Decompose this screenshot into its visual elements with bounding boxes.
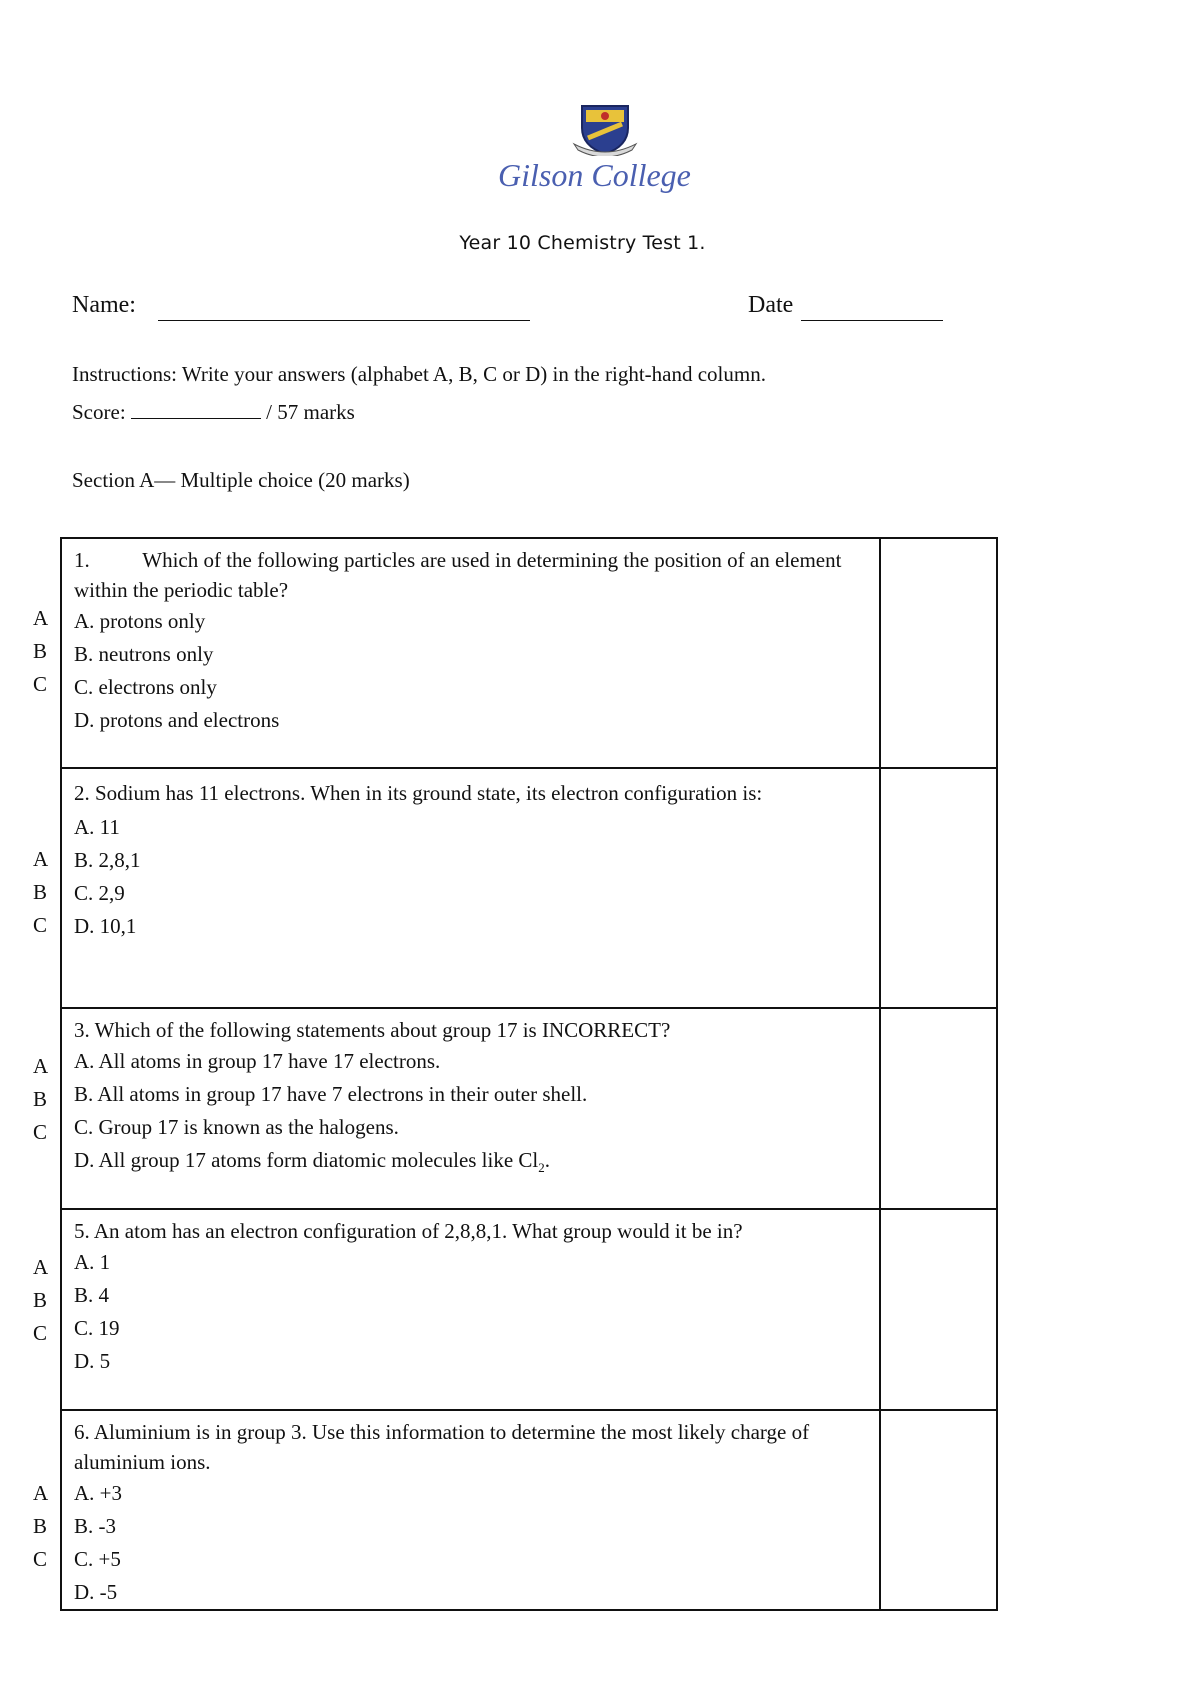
option-d: D. All group 17 atoms form diatomic molecules like $Cl_2$. — [74, 1148, 551, 1176]
name-field[interactable] — [158, 320, 530, 321]
side-letters: A B C — [33, 1255, 49, 1345]
crest-icon — [572, 100, 638, 156]
option-b: B. All atoms in group 17 have 7 electrons in their outer shell. — [74, 1082, 588, 1106]
option-b: B. neutrons only — [74, 642, 214, 666]
option-a: A. 1 — [74, 1250, 111, 1274]
college-logo — [496, 100, 726, 200]
table-row — [61, 538, 997, 768]
question-cell — [33, 538, 880, 768]
option-d: D. 5 — [74, 1349, 111, 1373]
option-d: D. protons and electrons — [74, 708, 280, 732]
score-label: Score: — [72, 400, 126, 424]
answer-cell[interactable] — [880, 1410, 997, 1610]
date-field[interactable] — [801, 320, 943, 321]
option-a: A. All atoms in group 17 have 17 electrons. — [74, 1049, 441, 1073]
page-title: Year 10 Chemistry Test 1. — [459, 232, 706, 254]
question-text: 6. Aluminium is in group 3. Use this information to determine the most likely charge of aluminium ions. — [74, 1420, 810, 1474]
question-text: 2. Sodium has 11 electrons. When in its ground state, its electron configuration is: — [74, 781, 763, 805]
score-total: / 57 marks — [266, 400, 355, 424]
date-label: Date — [748, 292, 794, 318]
option-d: D. -5 — [74, 1580, 118, 1604]
logo-wordmark — [496, 156, 726, 196]
question-cell — [33, 768, 880, 1008]
name-date-row — [72, 292, 952, 326]
questions-table — [33, 537, 998, 1611]
option-c: C. Group 17 is known as the halogens. — [74, 1115, 399, 1139]
side-letters: A B C — [33, 847, 49, 937]
option-c: C. +5 — [74, 1547, 121, 1571]
option-b: B. 2,8,1 — [74, 848, 141, 872]
option-a: A. 11 — [74, 815, 120, 839]
option-b: B. 4 — [74, 1283, 110, 1307]
question-text: 3. Which of the following statements about group 17 is INCORRECT? — [74, 1018, 671, 1042]
side-letters: A B C — [33, 1054, 49, 1144]
option-a: A. protons only — [74, 609, 206, 633]
option-c: C. 2,9 — [74, 881, 125, 905]
side-letters: A B C — [33, 1481, 49, 1571]
option-c: C. 19 — [74, 1316, 120, 1340]
answer-cell[interactable] — [880, 538, 997, 768]
question-text: 5. An atom has an electron configuration of 2,8,8,1. What group would it be in? — [74, 1219, 743, 1243]
answer-cell[interactable] — [880, 1008, 997, 1209]
instructions: Instructions: Write your answers (alphabet A, B, C or D) in the right-hand column. — [72, 362, 766, 386]
answer-cell[interactable] — [880, 1209, 997, 1410]
answer-cell[interactable] — [880, 768, 997, 1008]
option-d: D. 10,1 — [74, 914, 137, 938]
option-c: C. electrons only — [74, 675, 217, 699]
side-letters: A B C — [33, 606, 49, 696]
section-heading: Section A— Multiple choice (20 marks) — [72, 468, 410, 492]
table-row — [61, 1410, 997, 1610]
name-label: Name: — [72, 292, 136, 318]
score-row — [72, 400, 355, 425]
question-cell — [33, 1008, 880, 1209]
option-a: A. +3 — [74, 1481, 123, 1505]
question-text: 1. Which of the following particles are used in determining the position of an element within the periodic table? — [74, 548, 842, 602]
logo-text: Gilson College — [498, 157, 691, 193]
table-row — [61, 768, 997, 1008]
question-cell — [33, 1410, 880, 1610]
score-field[interactable] — [131, 400, 261, 419]
table-row — [61, 1209, 997, 1410]
table-row — [61, 1008, 997, 1209]
option-b: B. -3 — [74, 1514, 116, 1538]
question-cell — [33, 1209, 880, 1410]
